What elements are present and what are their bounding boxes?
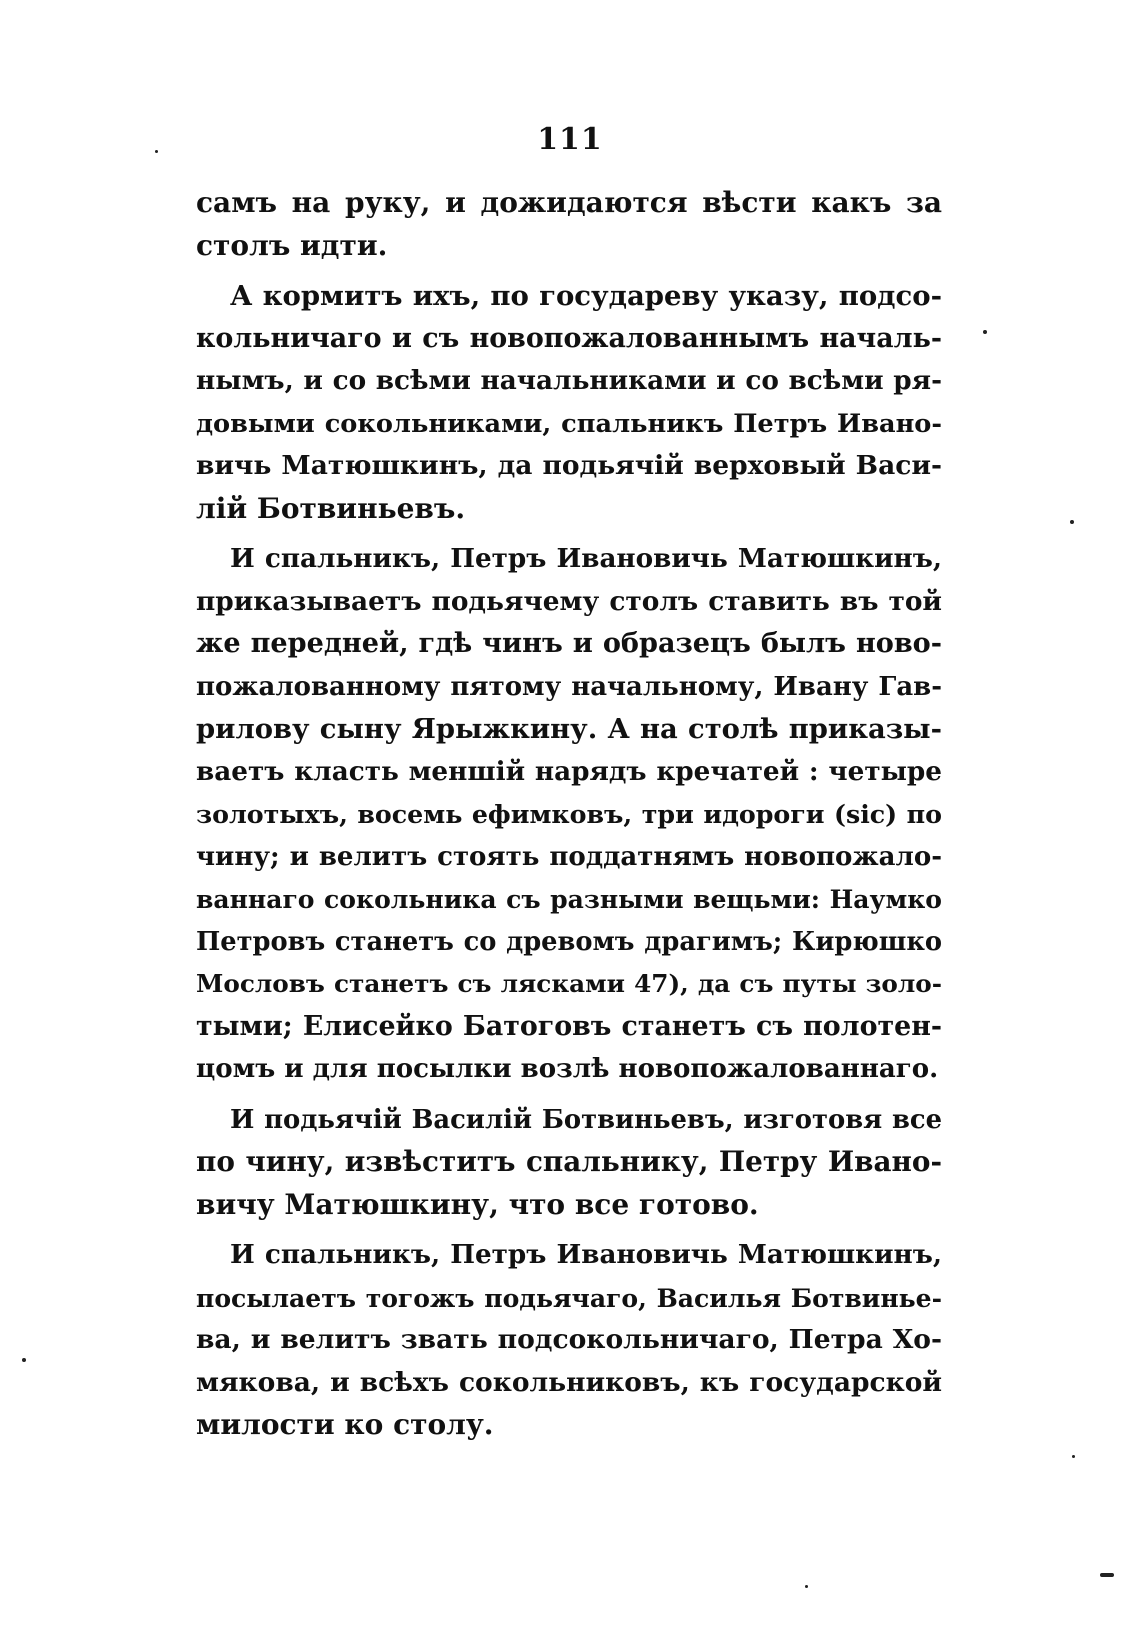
page-number: 111 xyxy=(537,122,603,157)
text-line: милости ко столу. xyxy=(196,1408,494,1441)
text-line: рилову сыну Ярыжкину. А на столѣ приказы- xyxy=(196,713,942,745)
text-line: мякова, и всѣхъ сокольниковъ, къ государской xyxy=(196,1366,942,1398)
text-line: ваетъ класть меншій нарядъ кречатей : четыре xyxy=(196,755,942,787)
text-line: вичь Матюшкинъ, да подьячій верховый Васи- xyxy=(196,450,942,481)
text-line: самъ на руку, и дожидаются вѣсти какъ за xyxy=(196,186,942,219)
text-line: посылаетъ тогожъ подьячаго, Василья Ботвинье- xyxy=(196,1282,942,1313)
text-line: цомъ и для посылки возлѣ новопожалованнаго. xyxy=(196,1054,939,1084)
paragraph xyxy=(196,538,942,1091)
scan-speck xyxy=(155,150,158,153)
text-line: же передней, гдѣ чинъ и образецъ былъ ново- xyxy=(196,628,942,659)
text-line: А кормитъ ихъ, по государеву указу, подсо- xyxy=(230,280,942,312)
paragraph xyxy=(196,182,942,267)
text-line: вичу Матюшкину, что все готово. xyxy=(196,1187,759,1221)
text-line: пожалованному пятому начальному, Ивану Гав- xyxy=(196,671,942,702)
paragraph xyxy=(196,275,942,530)
body-text xyxy=(196,182,942,1447)
text-line: Петровъ станетъ со древомъ драгимъ; Кирюшко xyxy=(196,926,942,957)
scan-speck xyxy=(1070,520,1074,524)
text-line: кольничаго и съ новопожалованнымъ началь- xyxy=(196,322,942,354)
text-line: золотыхъ, восемь ефимковъ, три идороги (sic) по xyxy=(196,799,942,829)
scan-speck xyxy=(983,330,987,334)
text-line: ва, и велитъ звать подсокольничаго, Петра Хо- xyxy=(196,1324,942,1355)
text-line: тыми; Елисейко Батоговъ станетъ съ полотен- xyxy=(196,1010,942,1042)
paragraph xyxy=(196,1099,942,1227)
text-line: по чину, извѣститъ спальнику, Петру Ивано- xyxy=(196,1145,942,1178)
text-line: довыми сокольниками, спальникъ Петръ Ивано- xyxy=(196,408,942,439)
text-line: приказываетъ подьячему столъ ставить въ той xyxy=(196,585,942,617)
scan-speck xyxy=(1100,1573,1114,1577)
scan-speck xyxy=(22,1358,26,1362)
text-line: чину; и велитъ стоять поддатнямъ новопожало- xyxy=(196,841,942,872)
paragraph xyxy=(196,1234,942,1447)
text-line: И спальникъ, Петръ Ивановичь Матюшкинъ, xyxy=(230,543,942,574)
text-line: столъ идти. xyxy=(196,228,388,262)
text-line: нымъ, и со всѣми начальниками и со всѣми ря- xyxy=(196,365,942,396)
scan-speck xyxy=(1072,1455,1075,1458)
text-line: лій Ботвиньевъ. xyxy=(196,491,466,525)
text-line: И подьячій Василій Ботвиньевъ, изготовя все xyxy=(230,1104,942,1135)
scan-speck xyxy=(805,1585,808,1588)
text-line: Мословъ станетъ съ лясками 47), да съ путы золо- xyxy=(196,969,942,998)
text-line: ваннаго сокольника съ разными вещьми: Наумко xyxy=(196,884,942,914)
text-line: И спальникъ, Петръ Ивановичь Матюшкинъ, xyxy=(230,1239,942,1270)
